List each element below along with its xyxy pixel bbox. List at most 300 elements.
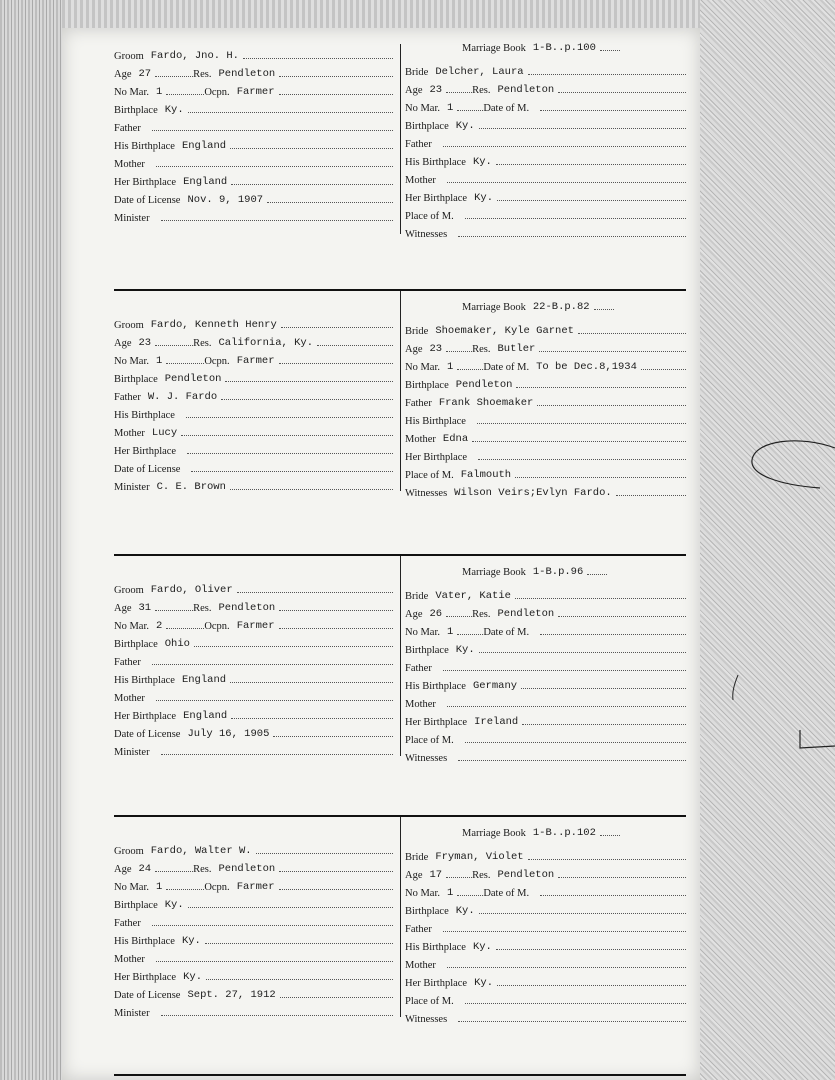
fill-line [187,453,393,454]
bride-birthplace-row [405,638,686,656]
fill-line [540,634,686,635]
groom-name-label: Groom [114,51,144,62]
groom-no_mar-ocpn-row [114,614,393,632]
groom-father-row [114,116,393,134]
bride-age-value: 23 [429,343,443,355]
groom-age-res-row [114,596,393,614]
fill-line [496,949,686,950]
bride-age-label: Age [405,344,423,355]
groom-his_birthplace-row [114,929,393,947]
fill-line [446,616,472,617]
fill-line [479,652,686,653]
groom-her_birthplace-row [114,439,393,457]
fill-line [155,610,193,611]
bride-age-value: 23 [429,84,443,96]
groom-no_mar-label: No Mar. [114,882,149,893]
bride-name-row [405,584,686,602]
column-divider [400,291,401,491]
groom-father-row [114,385,393,403]
bride-no_mar-value: 1 [447,361,454,373]
bride-age-label: Age [405,609,423,620]
fill-line [186,417,393,418]
bride-witnesses-value: Wilson Veirs;Evlyn Fardo. [454,487,612,499]
fill-line [279,628,394,629]
groom-no_mar-value: 2 [156,620,163,632]
bride-his_birthplace-value: Germany [472,680,518,692]
groom-age-value: 31 [138,602,152,614]
bride-father-row [405,132,686,150]
bride-place_of_m-label: Place of M. [405,211,454,222]
fill-line [152,130,393,131]
groom-name-value: Fardo, Oliver [150,584,233,596]
fill-line [539,351,686,352]
bride-her_birthplace-value: Ireland [474,716,519,728]
groom-no_mar-label: No Mar. [114,621,149,632]
groom-birthplace-label: Birthplace [114,900,158,911]
bride-no_mar-value: 1 [447,626,454,638]
fill-line [457,634,483,635]
bride-res-label: Res. [472,609,491,620]
marriage-book-reference [462,301,614,313]
fill-line [458,1021,686,1022]
groom-minister-label: Minister [114,1008,150,1019]
groom-no_mar-value: 1 [156,355,163,367]
groom-birthplace-value: Ky. [164,104,184,116]
groom-age-label: Age [114,338,132,349]
marriage-book-label: Marriage Book [462,828,526,839]
bride-her_birthplace-row [405,186,686,204]
bride-age-res-row [405,78,686,96]
bride-no_mar-value: 1 [447,102,454,114]
groom-name-value: Fardo, Kenneth Henry [150,319,277,331]
bride-name-value: Vater, Katie [435,590,511,602]
fill-line [279,610,393,611]
groom-ocpn-label: Ocpn. [204,882,230,893]
fill-line [206,979,393,980]
bride-age-value: 26 [429,608,443,620]
fill-line [267,202,393,203]
bride-father-label: Father [405,663,432,674]
fill-line [515,598,686,599]
bride-her_birthplace-row [405,445,686,463]
fill-line [156,166,393,167]
groom-name-label: Groom [114,846,144,857]
bride-his_birthplace-row [405,674,686,692]
groom-his_birthplace-label: His Birthplace [114,410,175,421]
bride-birthplace-value: Pendleton [455,379,513,391]
bride-her_birthplace-label: Her Birthplace [405,193,468,204]
bride-birthplace-row [405,899,686,917]
groom-her_birthplace-value: England [183,710,228,722]
fill-line [205,943,393,944]
groom-minister-value: C. E. Brown [156,481,226,493]
fill-line [496,164,686,165]
groom-birthplace-value: Pendleton [164,373,222,385]
fill-line [521,688,686,689]
groom-date_of_license-label: Date of License [114,464,181,475]
groom-her_birthplace-label: Her Birthplace [114,972,177,983]
fill-line [443,146,686,147]
fill-line [155,871,193,872]
fill-line [515,477,686,478]
groom-no_mar-ocpn-row [114,875,393,893]
bride-his_birthplace-label: His Birthplace [405,681,466,692]
fill-line [616,495,686,496]
groom-date_of_license-row [114,722,393,740]
groom-father-label: Father [114,918,141,929]
groom-mother-label: Mother [114,693,145,704]
fill-line [446,877,472,878]
groom-birthplace-row [114,632,393,650]
groom-his_birthplace-value: Ky. [181,935,201,947]
bride-age-label: Age [405,85,423,96]
groom-mother-row [114,421,393,439]
groom-minister-row [114,475,393,493]
fill-line [230,148,393,149]
bride-mother-label: Mother [405,175,436,186]
fill-line [166,363,204,364]
bride-mother-value: Edna [442,433,469,445]
groom-his_birthplace-row [114,403,393,421]
fill-line [497,200,686,201]
bride-her_birthplace-row [405,710,686,728]
fill-line [188,112,393,113]
bride-witnesses-label: Witnesses [405,229,448,240]
bride-her_birthplace-label: Her Birthplace [405,978,468,989]
bride-birthplace-label: Birthplace [405,121,449,132]
fill-line [540,895,686,896]
groom-mother-label: Mother [114,159,145,170]
fill-line [600,835,620,836]
bride-no_mar-date_of_m-row [405,620,686,638]
groom-his_birthplace-row [114,668,393,686]
groom-ocpn-label: Ocpn. [204,87,230,98]
groom-name-row [114,44,393,62]
groom-minister-label: Minister [114,213,150,224]
groom-his_birthplace-label: His Birthplace [114,936,175,947]
fill-line [256,853,393,854]
fill-line [477,423,686,424]
groom-her_birthplace-label: Her Birthplace [114,177,177,188]
bride-place_of_m-label: Place of M. [405,735,454,746]
fill-line [279,94,394,95]
bride-mother-label: Mother [405,699,436,710]
bride-age-res-row [405,863,686,881]
bride-father-value: Frank Shoemaker [438,397,534,409]
fill-line [457,369,483,370]
fill-line [280,997,393,998]
groom-age-res-row [114,331,393,349]
groom-name-value: Fardo, Walter W. [150,845,252,857]
groom-name-row [114,839,393,857]
groom-no_mar-ocpn-row [114,80,393,98]
bride-no_mar-date_of_m-row [405,355,686,373]
marriage-book-value: 22-B.p.82 [532,301,590,313]
bride-date_of_m-label: Date of M. [483,362,530,373]
bride-name-row [405,319,686,337]
bride-father-label: Father [405,398,432,409]
fill-line [191,471,393,472]
fill-line [465,742,686,743]
groom-his_birthplace-value: England [181,674,227,686]
bride-date_of_m-label: Date of M. [483,627,530,638]
groom-birthplace-value: Ohio [164,638,190,650]
groom-no_mar-value: 1 [156,881,163,893]
groom-no_mar-label: No Mar. [114,87,149,98]
groom-her_birthplace-value: England [183,176,228,188]
fill-line [465,1003,686,1004]
fill-line [194,646,393,647]
fill-line [458,236,686,237]
column-divider [400,44,401,234]
fill-line [594,309,614,310]
groom-minister-label: Minister [114,482,150,493]
fill-line [231,718,393,719]
bride-father-row [405,656,686,674]
groom-age-label: Age [114,864,132,875]
groom-his_birthplace-label: His Birthplace [114,141,175,152]
groom-name-value: Fardo, Jno. H. [150,50,239,62]
fill-line [221,399,393,400]
groom-date_of_license-label: Date of License [114,729,181,740]
margin-bracket-mark [730,430,835,760]
bride-father-row [405,917,686,935]
fill-line [447,706,686,707]
fill-line [161,1015,393,1016]
marriage-book-reference [462,566,607,578]
bride-her_birthplace-value: Ky. [474,192,494,204]
groom-minister-row [114,740,393,758]
groom-name-row [114,313,393,331]
groom-ocpn-value: Farmer [236,620,275,632]
fill-line [446,351,472,352]
bride-mother-row [405,953,686,971]
bride-place_of_m-row [405,989,686,1007]
bride-name-value: Fryman, Violet [435,851,524,863]
bride-place_of_m-row [405,728,686,746]
groom-her_birthplace-label: Her Birthplace [114,446,177,457]
fill-line [166,94,204,95]
bride-birthplace-row [405,373,686,391]
groom-her_birthplace-label: Her Birthplace [114,711,177,722]
column-divider [400,556,401,756]
bride-his_birthplace-label: His Birthplace [405,942,466,953]
fill-line [181,435,393,436]
groom-age-value: 27 [138,68,152,80]
groom-his_birthplace-label: His Birthplace [114,675,175,686]
groom-no_mar-ocpn-row [114,349,393,367]
groom-res-label: Res. [193,338,212,349]
groom-birthplace-label: Birthplace [114,105,158,116]
groom-birthplace-label: Birthplace [114,374,158,385]
bride-res-label: Res. [472,870,491,881]
bride-res-value: Pendleton [497,84,555,96]
groom-his_birthplace-value: England [181,140,227,152]
bride-mother-row [405,168,686,186]
bride-name-row [405,60,686,78]
bride-his_birthplace-value: Ky. [472,941,492,953]
fill-line [497,985,686,986]
bride-name-row [405,845,686,863]
fill-line [516,387,686,388]
groom-minister-label: Minister [114,747,150,758]
groom-age-value: 23 [138,337,152,349]
groom-age-label: Age [114,603,132,614]
bride-name-label: Bride [405,852,429,863]
bride-place_of_m-label: Place of M. [405,470,454,481]
bride-witnesses-row [405,222,686,240]
bride-mother-label: Mother [405,434,436,445]
bride-age-value: 17 [429,869,443,881]
groom-no_mar-label: No Mar. [114,356,149,367]
fill-line [641,369,686,370]
groom-no_mar-value: 1 [156,86,163,98]
fill-line [478,459,686,460]
fill-line [558,877,686,878]
fill-line [281,327,393,328]
groom-res-value: Pendleton [218,602,276,614]
fill-line [458,760,686,761]
groom-birthplace-row [114,98,393,116]
bride-her_birthplace-row [405,971,686,989]
groom-her_birthplace-row [114,170,393,188]
groom-father-label: Father [114,392,141,403]
groom-date_of_license-value: Nov. 9, 1907 [187,194,264,206]
fill-line [447,967,686,968]
groom-age-res-row [114,62,393,80]
groom-name-label: Groom [114,585,144,596]
fill-line [465,218,686,219]
bride-his_birthplace-row [405,150,686,168]
fill-line [152,925,393,926]
bride-witnesses-label: Witnesses [405,753,448,764]
bride-his_birthplace-value: Ky. [472,156,492,168]
fill-line [443,670,686,671]
groom-father-label: Father [114,123,141,134]
fill-line [279,363,394,364]
bride-his_birthplace-row [405,935,686,953]
groom-her_birthplace-row [114,704,393,722]
bride-res-value: Butler [497,343,536,355]
groom-ocpn-value: Farmer [236,86,275,98]
marriage-book-value: 1-B..p.102 [532,827,596,839]
fill-line [152,664,393,665]
fill-line [166,889,204,890]
groom-minister-row [114,206,393,224]
fill-line [279,76,393,77]
fill-line [443,931,686,932]
marriage-book-reference [462,827,620,839]
groom-res-label: Res. [193,864,212,875]
bride-age-res-row [405,602,686,620]
fill-line [161,220,393,221]
bride-no_mar-date_of_m-row [405,96,686,114]
bride-date_of_m-value: To be Dec.8,1934 [536,361,637,373]
groom-date_of_license-label: Date of License [114,990,181,1001]
groom-his_birthplace-row [114,134,393,152]
marriage-book-label: Marriage Book [462,567,526,578]
bride-mother-row [405,427,686,445]
bride-birthplace-value: Ky. [455,644,475,656]
bride-her_birthplace-label: Her Birthplace [405,717,468,728]
scan-border-top [62,0,700,28]
bride-name-label: Bride [405,326,429,337]
fill-line [479,128,686,129]
bride-no_mar-label: No Mar. [405,627,440,638]
bride-no_mar-label: No Mar. [405,362,440,373]
fill-line [230,682,393,683]
groom-res-label: Res. [193,603,212,614]
bride-name-value: Delcher, Laura [435,66,524,78]
fill-line [457,110,483,111]
bride-witnesses-row [405,746,686,764]
fill-line [472,441,686,442]
bride-birthplace-row [405,114,686,132]
bride-birthplace-label: Birthplace [405,380,449,391]
marriage-book-value: 1-B.p.96 [532,566,584,578]
fill-line [522,724,686,725]
fill-line [446,92,472,93]
scan-border-left [0,0,62,1080]
marriage-book-reference [462,42,620,54]
fill-line [447,182,686,183]
groom-mother-row [114,947,393,965]
fill-line [578,333,686,334]
fill-line [279,889,394,890]
bride-birthplace-label: Birthplace [405,906,449,917]
groom-father-value: W. J. Fardo [147,391,218,403]
groom-date_of_license-row [114,188,393,206]
fill-line [188,907,393,908]
bride-name-label: Bride [405,591,429,602]
fill-line [279,871,393,872]
fill-line [558,92,686,93]
bride-place_of_m-value: Falmouth [460,469,512,481]
fill-line [231,184,393,185]
column-divider [400,817,401,1017]
fill-line [161,754,393,755]
bride-witnesses-label: Witnesses [405,488,448,499]
bride-father-row [405,391,686,409]
groom-res-value: Pendleton [218,863,276,875]
groom-date_of_license-value: Sept. 27, 1912 [187,989,276,1001]
groom-ocpn-label: Ocpn. [204,356,230,367]
bride-mother-row [405,692,686,710]
bride-his_birthplace-label: His Birthplace [405,416,466,427]
bride-his_birthplace-row [405,409,686,427]
fill-line [600,50,620,51]
bride-mother-label: Mother [405,960,436,971]
bottom-border-line [114,1074,686,1076]
fill-line [479,913,686,914]
bride-no_mar-label: No Mar. [405,888,440,899]
groom-age-value: 24 [138,863,152,875]
bride-father-label: Father [405,139,432,150]
bride-place_of_m-row [405,204,686,222]
bride-birthplace-label: Birthplace [405,645,449,656]
fill-line [537,405,686,406]
marriage-book-label: Marriage Book [462,43,526,54]
bride-his_birthplace-label: His Birthplace [405,157,466,168]
fill-line [528,859,686,860]
groom-her_birthplace-value: Ky. [183,971,203,983]
bride-no_mar-date_of_m-row [405,881,686,899]
groom-res-label: Res. [193,69,212,80]
bride-birthplace-value: Ky. [455,120,475,132]
bride-res-value: Pendleton [497,608,555,620]
groom-ocpn-label: Ocpn. [204,621,230,632]
groom-father-label: Father [114,657,141,668]
